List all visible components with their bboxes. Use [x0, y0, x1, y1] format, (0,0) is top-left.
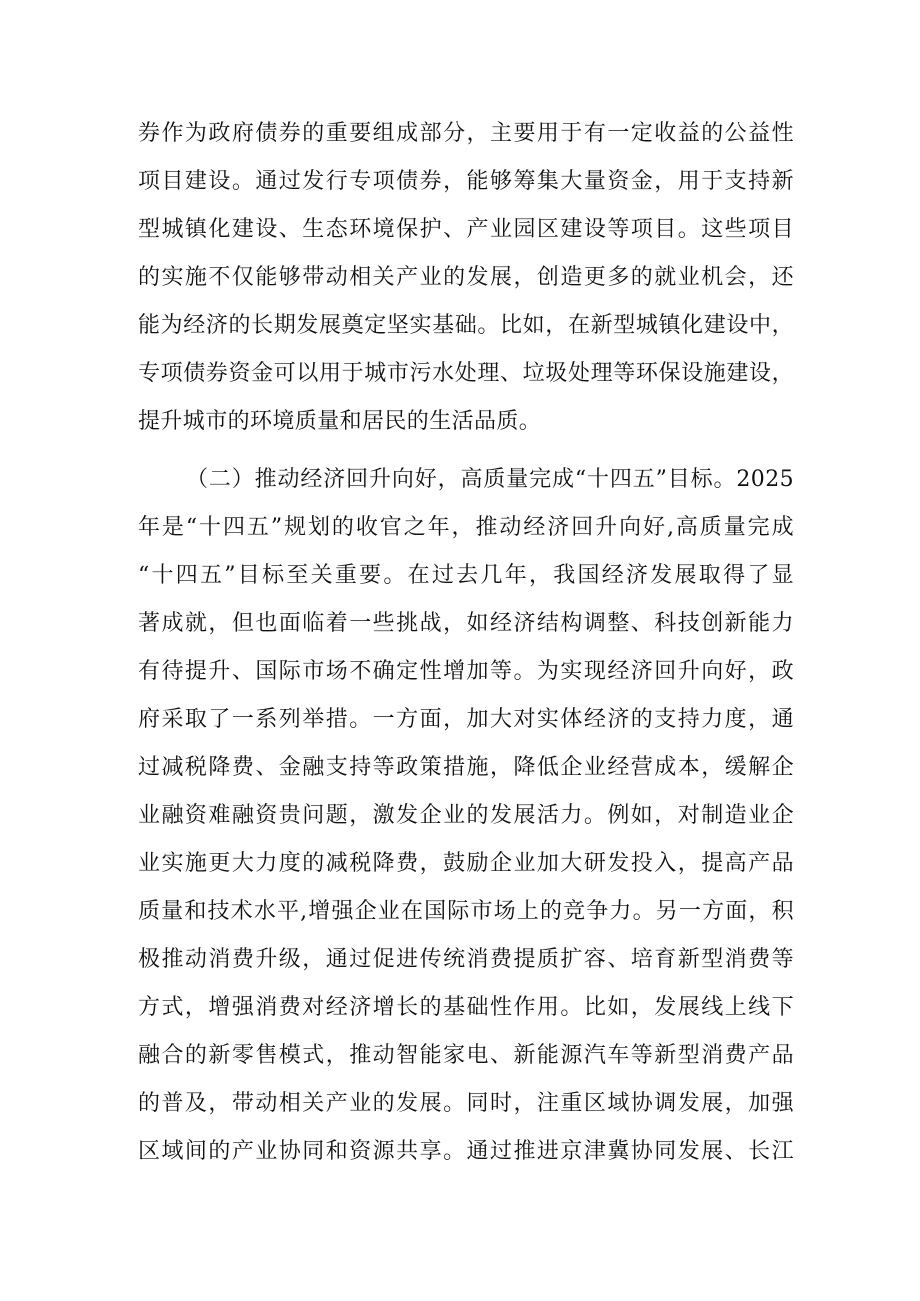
text-line: 著成就，但也面临着一些挑战，如经济结构调整、科技创新能力 [138, 611, 794, 636]
text-line: 业实施更大力度的减税降费，鼓励企业加大研发投入，提高产品 [138, 851, 794, 876]
section-heading-line: （二）推动经济回升向好，高质量完成“十四五”目标。2025 [186, 467, 794, 492]
text-line: 的实施不仅能够带动相关产业的发展，创造更多的就业机会，还 [138, 265, 794, 290]
text-line: 质量和技术水平,增强企业在国际市场上的竞争力。另一方面，积 [138, 899, 794, 924]
text-line: 极推动消费升级，通过促进传统消费提质扩容、培育新型消费等 [138, 947, 794, 972]
text-line: 专项债券资金可以用于城市污水处理、垃圾处理等环保设施建设， [138, 361, 794, 386]
text-line: 区域间的产业协同和资源共享。通过推进京津冀协同发展、长江 [138, 1139, 794, 1164]
text-line: 有待提升、国际市场不确定性增加等。为实现经济回升向好，政 [138, 659, 794, 684]
text-line: 方式，增强消费对经济增长的基础性作用。比如，发展线上线下 [138, 995, 794, 1020]
text-line: 融合的新零售模式，推动智能家电、新能源汽车等新型消费产品 [138, 1043, 794, 1068]
text-line: 提升城市的环境质量和居民的生活品质。 [138, 409, 542, 434]
text-line: 年是“十四五”规划的收官之年，推动经济回升向好,高质量完成 [138, 515, 794, 540]
text-line: 项目建设。通过发行专项债券，能够筹集大量资金，用于支持新 [138, 169, 794, 194]
text-line: 府采取了一系列举措。一方面，加大对实体经济的支持力度，通 [138, 707, 794, 732]
text-line: 的普及，带动相关产业的发展。同时，注重区域协调发展，加强 [138, 1091, 794, 1116]
text-line: 过减税降费、金融支持等政策措施，降低企业经营成本，缓解企 [138, 755, 794, 780]
text-line: 业融资难融资贵问题，激发企业的发展活力。例如，对制造业企 [138, 803, 794, 828]
text-line: 型城镇化建设、生态环境保护、产业园区建设等项目。这些项目 [138, 217, 794, 242]
text-line: 券作为政府债券的重要组成部分，主要用于有一定收益的公益性 [138, 121, 794, 146]
text-line: 能为经济的长期发展奠定坚实基础。比如，在新型城镇化建设中， [138, 313, 794, 338]
text-line: “十四五”目标至关重要。在过去几年，我国经济发展取得了显 [138, 563, 794, 588]
